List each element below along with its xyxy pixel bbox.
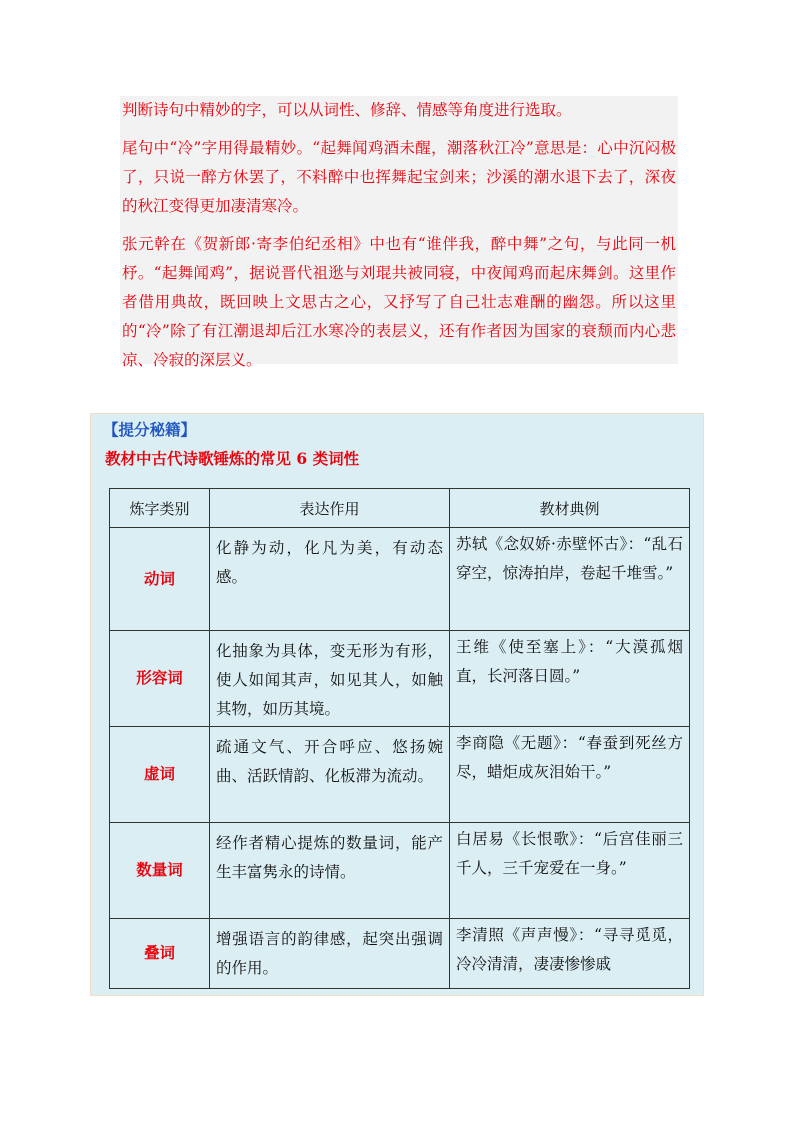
row-effect: 疏通文气、开合呼应、悠扬婉曲、活跃情韵、化板滞为流动。 xyxy=(210,727,450,823)
row-category: 形容词 xyxy=(110,631,210,727)
row-effect: 化静为动，化凡为美，有动态感。 xyxy=(210,528,450,631)
answer-explanation xyxy=(120,96,678,369)
answer-paragraph-3: 张元幹在《贺新郎·寄李伯纪丞相》中也有“谁伴我，醉中舞”之句，与此同一机杼。“起舞闻鸡”，据说晋代祖逖与刘琨共被同寝，中夜闻鸡而起床舞剑。这里作者借用典故，既回映上文思古之心，又抒写了自己壮志难酬的幽怨。所以这里的“冷”除了有江潮退却后江水寒冷的表层义，还有作者因为国家的衰颓而内心悲凉、冷寂的深层义。 xyxy=(122,235,676,369)
row-example: 白居易《长恨歌》：“后宫佳丽三千人，三千宠爱在一身。” xyxy=(450,823,690,919)
row-example: 李商隐《无题》：“春蚕到死丝方尽，蜡炬成灰泪始干。” xyxy=(450,727,690,823)
row-example: 王维《使至塞上》：“大漠孤烟直，长河落日圆。” xyxy=(450,631,690,727)
column-header-category: 炼字类别 xyxy=(110,489,210,528)
table-header-row xyxy=(110,489,690,528)
table-row xyxy=(110,919,690,989)
answer-paragraph-1: 判断诗句中精妙的字，可以从词性、修辞、情感等角度进行选取。 xyxy=(122,101,572,119)
panel-heading: 【提分秘籍】 xyxy=(103,420,197,439)
row-effect: 经作者精心提炼的数量词，能产生丰富隽永的诗情。 xyxy=(210,823,450,919)
row-example: 苏轼《念奴娇·赤壁怀古》：“乱石穿空，惊涛拍岸，卷起千堆雪。” xyxy=(450,528,690,631)
row-example: 李清照《声声慢》：“寻寻觅觅，冷冷清清，凄凄惨惨戚 xyxy=(450,919,690,989)
column-header-effect: 表达作用 xyxy=(210,489,450,528)
answer-paragraph-2: 尾句中“冷”字用得最精妙。“起舞闻鸡酒未醒，潮落秋江冷”意思是：心中沉闷极了，只说一醉方休罢了，不料醉中也挥舞起宝剑来；沙溪的潮水退下去了，深夜的秋江变得更加凄清寒冷。 xyxy=(122,139,676,215)
table-row xyxy=(110,528,690,631)
row-effect: 化抽象为具体，变无形为有形，使人如闻其声，如见其人，如触其物，如历其境。 xyxy=(210,631,450,727)
tips-panel xyxy=(90,413,704,996)
row-category: 叠词 xyxy=(110,919,210,989)
row-category: 数量词 xyxy=(110,823,210,919)
row-category: 虚词 xyxy=(110,727,210,823)
panel-subtitle: 教材中古代诗歌锤炼的常见 6 类词性 xyxy=(105,449,360,468)
column-header-example: 教材典例 xyxy=(450,489,690,528)
word-type-table xyxy=(109,488,690,989)
table-row xyxy=(110,631,690,727)
row-category: 动词 xyxy=(110,528,210,631)
table-row xyxy=(110,727,690,823)
table-row xyxy=(110,823,690,919)
row-effect: 增强语言的韵律感，起突出强调的作用。 xyxy=(210,919,450,989)
